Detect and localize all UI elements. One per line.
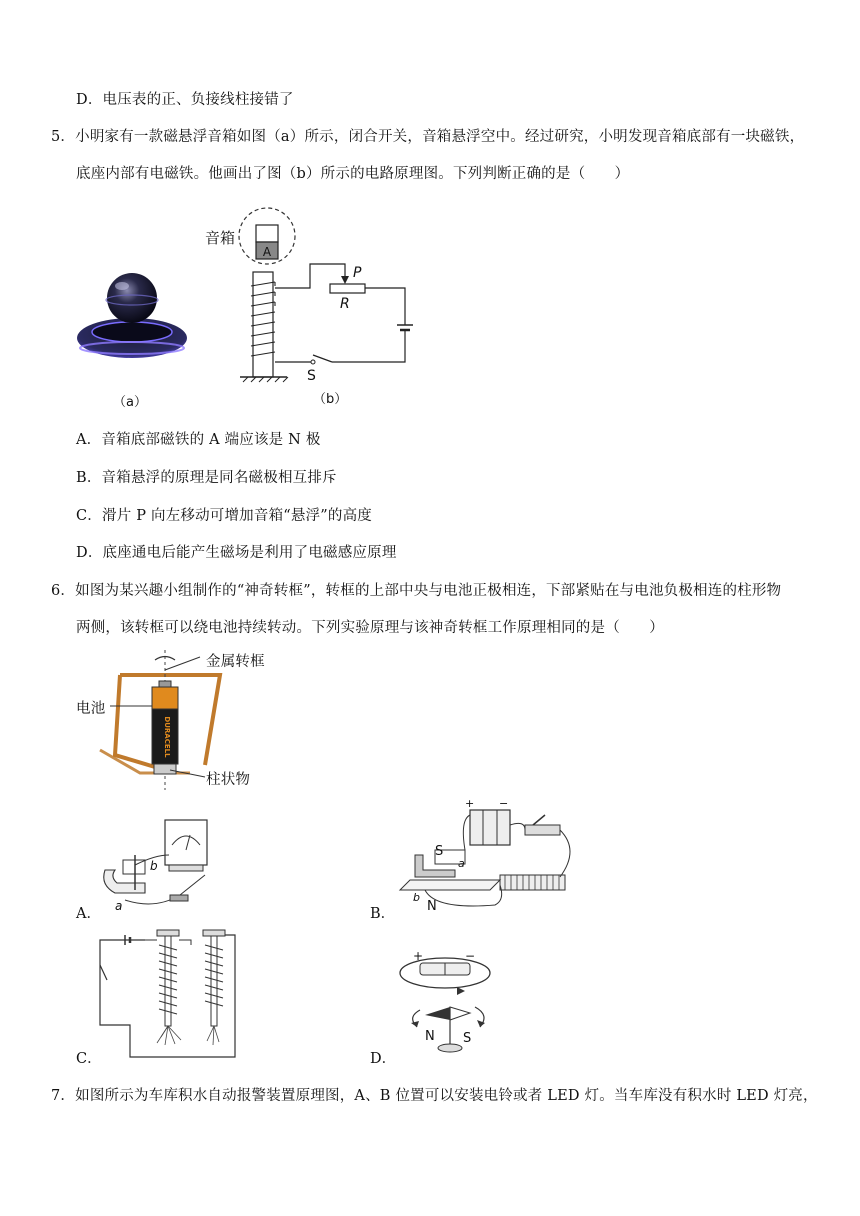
label-pillar: 柱状物	[206, 772, 251, 788]
q5-option-b: B．音箱悬浮的原理是同名磁极相互排斥	[76, 470, 337, 486]
svg-text:a: a	[115, 899, 123, 913]
q6-figure-c-electromagnets	[95, 925, 245, 1065]
q5-option-d: D．底座通电后能产生磁场是利用了电磁感应原理	[76, 545, 397, 561]
compass-needle-N	[425, 1007, 450, 1020]
svg-text:N: N	[425, 1029, 435, 1044]
switch	[525, 825, 560, 835]
figure-b-circuit-diagram	[195, 200, 425, 410]
q6-option-a-label: A．	[76, 906, 101, 922]
svg-text:b: b	[150, 859, 158, 873]
caption-b: （b）	[313, 392, 348, 407]
battery-pack	[470, 810, 510, 845]
q6-option-c-label: C．	[76, 1051, 102, 1067]
q5-stem-line2: 底座内部有电磁铁。他画出了图（b）所示的电路原理图。下列判断正确的是（ ）	[76, 166, 630, 182]
nail-2	[203, 930, 225, 936]
svg-text:+: +	[465, 797, 475, 810]
q5-stem-line1: 5．小明家有一款磁悬浮音箱如图（a）所示，闭合开关，音箱悬浮空中。经过研究，小明发现音箱底部有一块磁铁，	[51, 129, 805, 145]
q6-stem-line1: 6．如图为某兴趣小组制作的“神奇转框”，转框的上部中央与电池正极相连，下部紧贴在与电池负极相连的柱形物	[51, 583, 782, 599]
pillar	[154, 764, 176, 774]
svg-text:N: N	[427, 899, 437, 914]
figure-a-levitating-speaker	[70, 260, 195, 380]
svg-text:P: P	[353, 265, 362, 281]
q6-figure-d-oersted	[395, 945, 515, 1065]
q6-option-d-label: D．	[370, 1051, 397, 1067]
nail-1	[157, 930, 179, 936]
q6-option-b-label: B．	[370, 906, 396, 922]
caption-a: （a）	[113, 395, 147, 410]
label-battery: 电池	[76, 701, 106, 717]
attracted-pins	[157, 1026, 219, 1045]
svg-text:b: b	[413, 891, 420, 904]
q6-figure-a-galvanometer	[95, 815, 215, 915]
q6-figure-b-motor-circuit	[395, 795, 585, 915]
q5-option-a: A．音箱底部磁铁的 A 端应该是 N 极	[76, 432, 321, 448]
galvanometer	[165, 820, 207, 865]
q6-stem-line2: 两侧，该转框可以绕电池持续转动。下列实验原理与该神奇转框工作原理相同的是（ ）	[76, 620, 664, 636]
base-board	[400, 880, 500, 890]
svg-text:DURACELL: DURACELL	[163, 716, 171, 758]
svg-text:−: −	[465, 949, 476, 963]
svg-text:A: A	[262, 245, 272, 259]
label-metal-frame: 金属转框	[206, 654, 265, 670]
switch-S	[313, 355, 332, 362]
svg-text:S: S	[463, 1031, 472, 1046]
svg-text:S: S	[435, 844, 444, 859]
q7-stem-line1: 7．如图所示为车库积水自动报警装置原理图，A、B 位置可以安装电铃或者 LED 灯。当车库没有积水时 LED 灯亮，	[51, 1088, 818, 1104]
rheostat	[500, 875, 565, 890]
svg-text:S: S	[307, 368, 316, 384]
switch-symbol	[100, 965, 107, 980]
rheostat-R	[330, 284, 365, 293]
svg-text:R: R	[340, 296, 350, 312]
speaker-sphere	[107, 273, 157, 323]
svg-text:音箱: 音箱	[205, 229, 236, 247]
q4-option-d: D．电压表的正、负接线柱接错了	[76, 92, 294, 108]
q5-option-c: C．滑片 P 向左移动可增加音箱“悬浮”的高度	[76, 508, 372, 524]
svg-text:+: +	[413, 949, 424, 963]
svg-text:−: −	[499, 797, 509, 810]
svg-text:a: a	[458, 857, 465, 870]
battery	[152, 687, 178, 709]
